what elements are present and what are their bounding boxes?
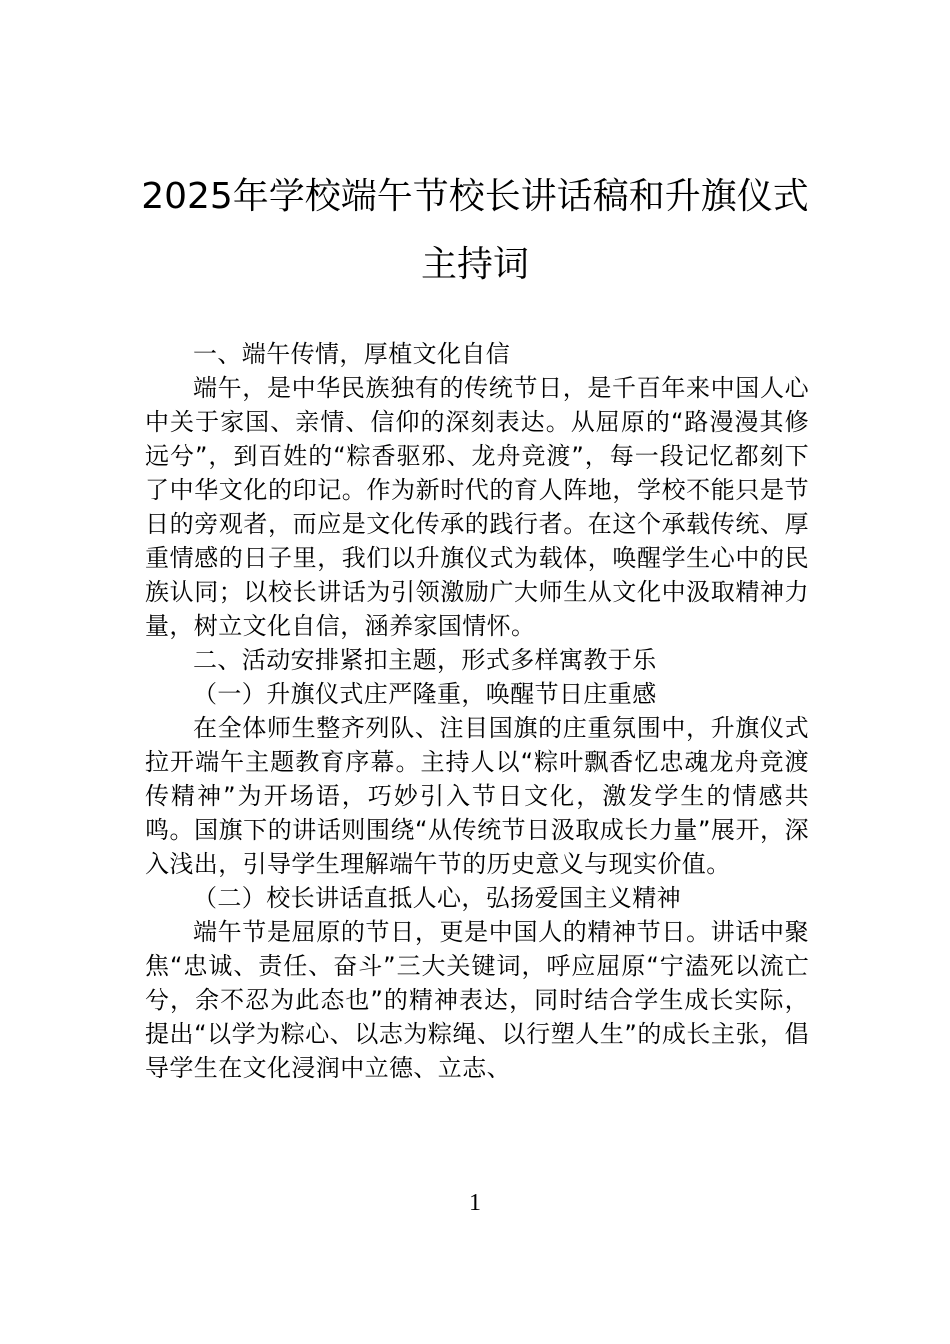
paragraph-2: 在全体师生整齐列队、注目国旗的庄重氛围中，升旗仪式拉开端午主题教育序幕。主持人以“粽叶飘香忆忠魂龙舟竞渡传精神”为开场语，巧妙引入节日文化，激发学生的情感共鸣。国旗下的讲话则围绕“从传统节日汲取成长力量”展开，深入浅出，引导学生理解端午节的历史意义与现实价值。 (145, 714, 809, 878)
section-heading-2: 二、活动安排紧扣主题，形式多样寓教于乐 (193, 646, 657, 674)
subsection-heading-1: （一）升旗仪式庄严隆重，唤醒节日庄重感 (193, 680, 657, 708)
document-title-line-1: 2025年学校端午节校长讲话稿和升旗仪式 (141, 176, 809, 217)
paragraph-1: 端午，是中华民族独有的传统节日，是千百年来中国人心中关于家国、亲情、信仰的深刻表达。从屈原的“路漫漫其修远兮”，到百姓的“粽香驱邪、龙舟竞渡”，每一段记忆都刻下了中华文化的印记。作为新时代的育人阵地，学校不能只是节日的旁观者，而应是文化传承的践行者。在这个承载传统、厚重情感的日子里，我们以升旗仪式为载体，唤醒学生心中的民族认同；以校长讲话为引领激励广大师生从文化中汲取精神力量，树立文化自信，涵养家国情怀。 (145, 374, 809, 640)
subsection-heading-2: （二）校长讲话直抵人心，弘扬爱国主义精神 (193, 884, 681, 912)
section-heading-1: 一、端午传情，厚植文化自信 (193, 340, 511, 368)
page-number: 1 (469, 1190, 481, 1216)
paragraph-3: 端午节是屈原的节日，更是中国人的精神节日。讲话中聚焦“忠诚、责任、奋斗”三大关键词，呼应屈原“宁溘死以流亡兮，余不忍为此态也”的精神表达，同时结合学生成长实际，提出“以学为粽心、以志为粽绳、以行塑人生”的成长主张，倡导学生在文化浸润中立德、立志、 (145, 918, 809, 1082)
document-title-line-2: 主持词 (420, 244, 529, 285)
document-body (145, 337, 809, 1085)
